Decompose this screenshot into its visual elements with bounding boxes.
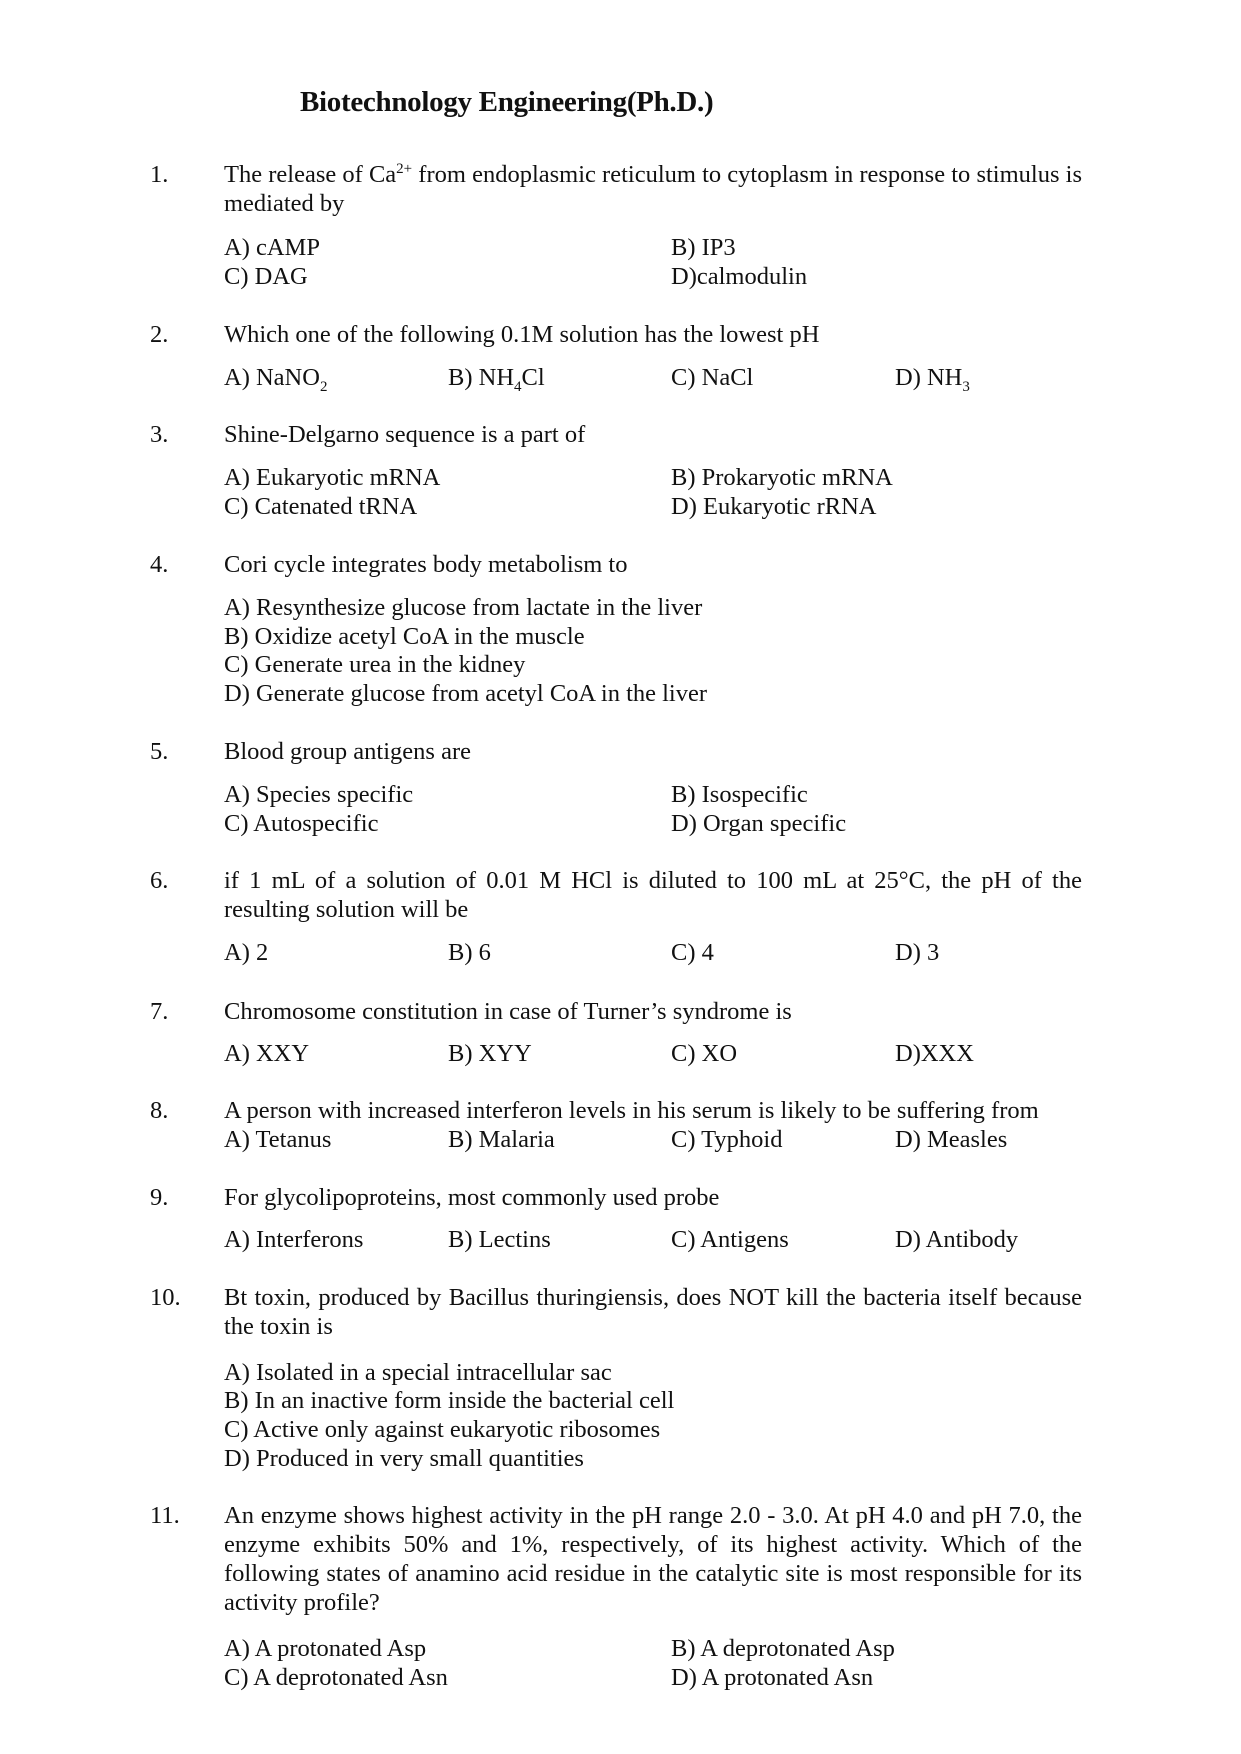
option-d[interactable]: D) Eukaryotic rRNA: [671, 493, 877, 520]
option-d[interactable]: D) Generate glucose from acetyl CoA in the liver: [224, 680, 708, 707]
question-number: 11.: [150, 1502, 180, 1529]
page-title: Biotechnology Engineering(Ph.D.): [300, 86, 714, 118]
option-b[interactable]: B) 6: [448, 939, 491, 966]
option-a[interactable]: A) cAMP: [224, 234, 320, 261]
option-a[interactable]: A) XXY: [224, 1040, 310, 1067]
option-d[interactable]: D) A protonated Asn: [671, 1664, 874, 1691]
option-a[interactable]: A) Eukaryotic mRNA: [224, 464, 441, 491]
option-c[interactable]: C) Active only against eukaryotic ribosomes: [224, 1416, 661, 1443]
option-a[interactable]: A) Tetanus: [224, 1126, 332, 1153]
option-c[interactable]: C) Generate urea in the kidney: [224, 651, 526, 678]
option-d[interactable]: D) $NH_3$: [895, 364, 970, 395]
option-d[interactable]: D) Organ specific: [671, 810, 847, 837]
question-number: 6.: [150, 867, 169, 894]
option-b[interactable]: B) Malaria: [448, 1126, 555, 1153]
option-c[interactable]: C) Antigens: [671, 1226, 789, 1253]
option-a[interactable]: A) A protonated Asp: [224, 1635, 427, 1662]
question-number: 10.: [150, 1284, 181, 1311]
option-b[interactable]: B) IP3: [671, 234, 736, 261]
option-b[interactable]: B) XYY: [448, 1040, 532, 1067]
question-number: 7.: [150, 998, 169, 1025]
option-d[interactable]: D) 3: [895, 939, 940, 966]
option-d[interactable]: D) Measles: [895, 1126, 1008, 1153]
option-c[interactable]: C) Typhoid: [671, 1126, 783, 1153]
option-d[interactable]: D) Produced in very small quantities: [224, 1445, 584, 1472]
option-d[interactable]: D)calmodulin: [671, 263, 808, 290]
question-text: Which one of the following 0.1M solution has the lowest pH: [224, 321, 820, 348]
question-number: 8.: [150, 1097, 169, 1124]
option-a[interactable]: A) NaNO$_2$: [224, 364, 328, 395]
option-a[interactable]: A) Interferons: [224, 1226, 364, 1253]
question-number: 4.: [150, 551, 169, 578]
option-c[interactable]: C) Catenated tRNA: [224, 493, 418, 520]
option-c[interactable]: C) 4: [671, 939, 714, 966]
option-c[interactable]: C) DAG: [224, 263, 308, 290]
option-a[interactable]: A) Species specific: [224, 781, 414, 808]
question-text: Bt toxin, produced by Bacillus thuringiensis, does NOT kill the bacteria itself because the toxin is: [224, 1284, 1083, 1340]
option-b[interactable]: B) In an inactive form inside the bacterial cell: [224, 1387, 675, 1414]
option-c[interactable]: C) Autospecific: [224, 810, 379, 837]
option-b[interactable]: B) Oxidize acetyl CoA in the muscle: [224, 623, 585, 650]
option-b[interactable]: B) Prokaryotic mRNA: [671, 464, 893, 491]
option-c[interactable]: C) A deprotonated Asn: [224, 1664, 448, 1691]
option-b[interactable]: B) $NH_4Cl$: [448, 364, 545, 395]
option-c[interactable]: C) XO: [671, 1040, 738, 1067]
question-text: if 1 mL of a solution of 0.01 M HCl is diluted to 100 mL at 25°C, the pH of the resulting solution will be: [224, 867, 1082, 923]
question-number: 1.: [150, 161, 169, 188]
question-text: An enzyme shows highest activity in the pH range 2.0 - 3.0. At pH 4.0 and pH 7.0, the enzyme exhibits 50% and 1%, respectively, of its highest activity. Which of the following states of anamino acid residue in the catalytic site is most responsible for its activity profile?: [224, 1502, 1082, 1616]
question-text: Shine-Delgarno sequence is a part of: [224, 421, 586, 448]
option-a[interactable]: A) 2: [224, 939, 269, 966]
question-text: A person with increased interferon levels in his serum is likely to be suffering from: [224, 1097, 1039, 1124]
option-b[interactable]: B) Isospecific: [671, 781, 808, 808]
option-c[interactable]: C) NaCl: [671, 364, 754, 391]
question-text: The release of $Ca^{2+}$ from endoplasmic reticulum to cytoplasm in response to stimulus is mediated by: [224, 160, 1082, 217]
question-text: Chromosome constitution in case of Turner’s syndrome is: [224, 998, 792, 1025]
option-d[interactable]: D)XXX: [895, 1040, 974, 1067]
question-number: 3.: [150, 421, 169, 448]
option-a[interactable]: A) Resynthesize glucose from lactate in the liver: [224, 594, 703, 621]
option-a[interactable]: A) Isolated in a special intracellular sac: [224, 1359, 612, 1386]
option-b[interactable]: B) Lectins: [448, 1226, 551, 1253]
question-number: 9.: [150, 1184, 169, 1211]
option-b[interactable]: B) A deprotonated Asp: [671, 1635, 895, 1662]
question-number: 5.: [150, 738, 169, 765]
question-text: Blood group antigens are: [224, 738, 471, 765]
question-text: For glycolipoproteins, most commonly used probe: [224, 1184, 720, 1211]
question-text: Cori cycle integrates body metabolism to: [224, 551, 628, 578]
question-number: 2.: [150, 321, 169, 348]
option-d[interactable]: D) Antibody: [895, 1226, 1019, 1253]
